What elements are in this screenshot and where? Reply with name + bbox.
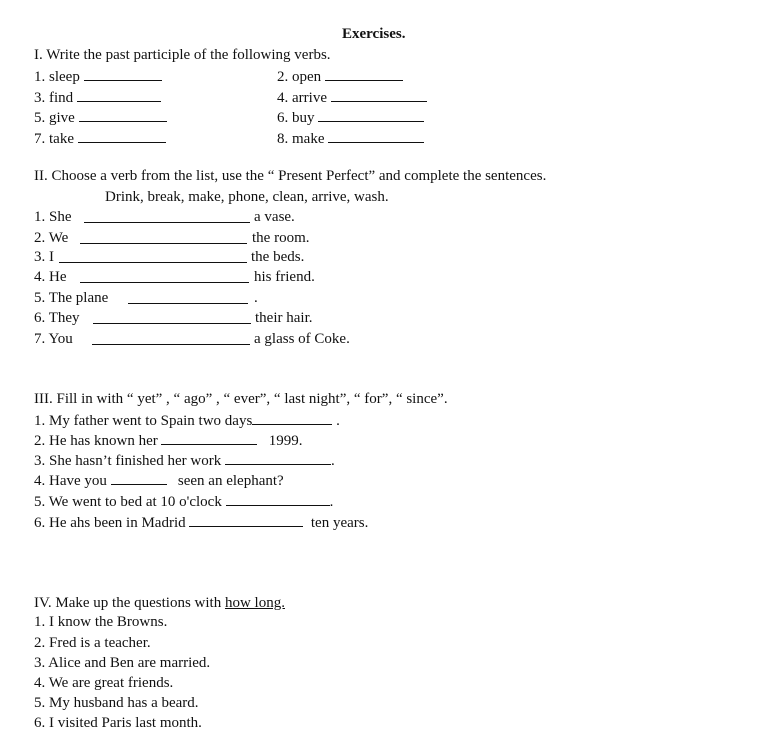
answer-blank[interactable] — [84, 66, 162, 81]
how-long-underlined: how long. — [224, 595, 285, 611]
answer-blank[interactable] — [59, 248, 247, 263]
sentence-end: the beds. — [251, 249, 305, 265]
verb-item: 3. find — [34, 87, 161, 107]
list-item: 1. I know the Browns. — [34, 614, 168, 630]
answer-blank[interactable] — [161, 430, 257, 445]
answer-blank[interactable] — [80, 268, 249, 283]
sentence-row: 2. He has known her 1999. — [34, 430, 302, 450]
sentence-end: . — [254, 290, 258, 306]
sentence-start: 6. They — [34, 310, 80, 326]
list-item: 6. I visited Paris last month. — [34, 715, 202, 731]
sentence-row: 1. My father went to Spain two days . — [34, 410, 340, 430]
answer-blank[interactable] — [225, 450, 331, 465]
sentence-row: 3. She hasn’t finished her work . — [34, 450, 335, 470]
sentence-start: 5. The plane — [34, 290, 109, 306]
sentence-start: 2. We — [34, 230, 69, 246]
sentence-row: 4. Have you seen an elephant? — [34, 470, 284, 490]
verb-item: 6. buy — [277, 107, 424, 127]
list-item: 2. Fred is a teacher. — [34, 635, 151, 651]
verb-item: 7. take — [34, 128, 166, 148]
answer-blank[interactable] — [92, 330, 250, 345]
answer-blank[interactable] — [93, 309, 251, 324]
answer-blank[interactable] — [77, 87, 161, 102]
sentence-end: a vase. — [254, 209, 295, 225]
answer-blank[interactable] — [189, 512, 303, 527]
answer-blank[interactable] — [128, 289, 248, 304]
answer-blank[interactable] — [79, 107, 167, 122]
section-4-heading: IV. Make up the questions with how long. — [34, 595, 285, 611]
answer-blank[interactable] — [318, 107, 424, 122]
answer-blank[interactable] — [325, 66, 403, 81]
verb-item: 2. open — [277, 66, 403, 86]
list-item: 4. We are great friends. — [34, 675, 174, 691]
section-2-heading: II. Choose a verb from the list, use the “ Present Perfect” and complete the sentences. — [34, 168, 547, 184]
sentence-start: 3. I — [34, 249, 54, 265]
verb-item: 4. arrive — [277, 87, 427, 107]
sentence-end: their hair. — [255, 310, 313, 326]
sentence-end: his friend. — [254, 269, 315, 285]
verb-item: 8. make — [277, 128, 424, 148]
answer-blank[interactable] — [331, 87, 427, 102]
sentence-row: 5. We went to bed at 10 o'clock . — [34, 491, 333, 511]
answer-blank[interactable] — [111, 470, 167, 485]
verb-word-list: Drink, break, make, phone, clean, arrive, wash. — [105, 189, 389, 205]
section-3-heading: III. Fill in with “ yet” , “ ago” , “ ever”, “ last night”, “ for”, “ since”. — [34, 391, 448, 407]
answer-blank[interactable] — [226, 491, 330, 506]
sentence-end: a glass of Coke. — [254, 331, 350, 347]
list-item: 5. My husband has a beard. — [34, 695, 199, 711]
sentence-start: 4. He — [34, 269, 67, 285]
answer-blank[interactable] — [84, 208, 250, 223]
verb-item: 5. give — [34, 107, 167, 127]
verb-item: 1. sleep — [34, 66, 162, 86]
answer-blank[interactable] — [78, 128, 166, 143]
sentence-row: 6. He ahs been in Madrid ten years. — [34, 512, 368, 532]
section-1-heading: I. Write the past participle of the following verbs. — [34, 47, 331, 63]
sentence-start: 7. You — [34, 331, 73, 347]
list-item: 3. Alice and Ben are married. — [34, 655, 211, 671]
sentence-start: 1. She — [34, 209, 72, 225]
answer-blank[interactable] — [80, 229, 247, 244]
page-title: Exercises. — [342, 26, 406, 42]
answer-blank[interactable] — [252, 410, 332, 425]
sentence-end: the room. — [252, 230, 310, 246]
answer-blank[interactable] — [328, 128, 424, 143]
